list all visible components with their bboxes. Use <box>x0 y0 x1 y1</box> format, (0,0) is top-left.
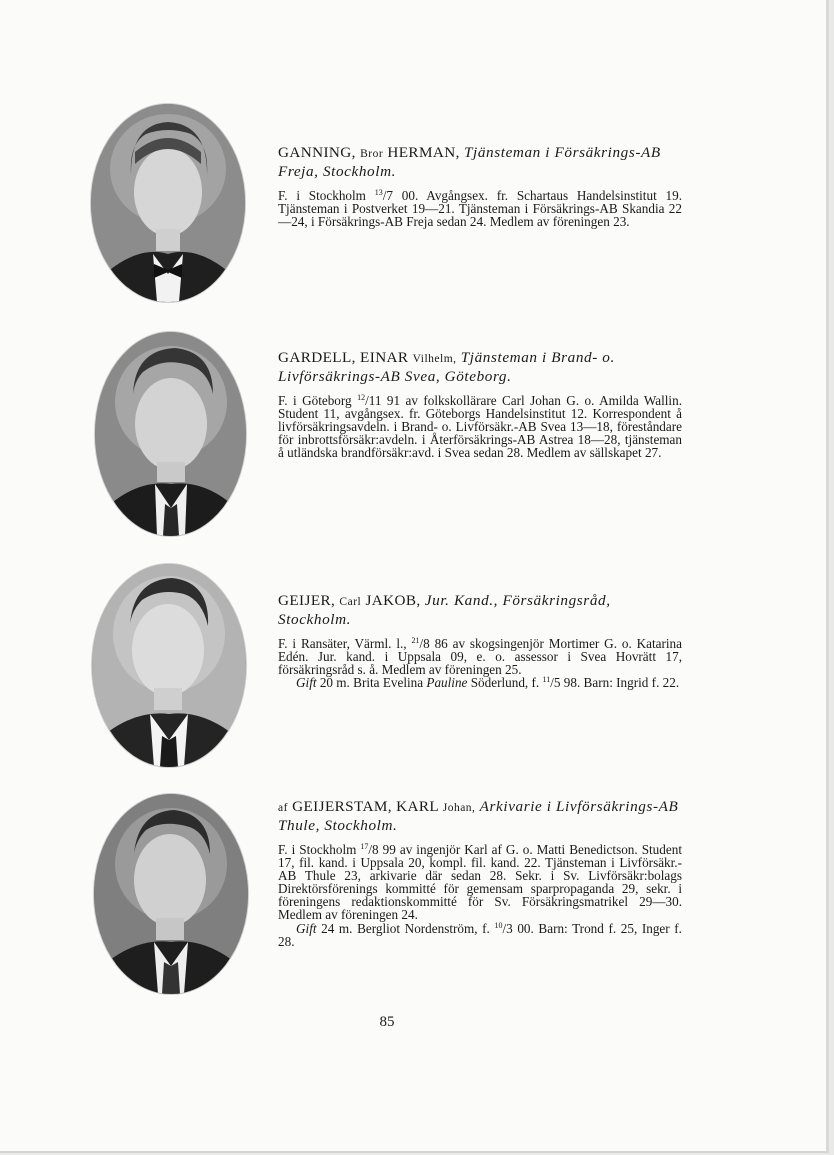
bio-text-rest: /11 91 av folkskollärare Carl Johan G. o. Amilda Wallin. Student 11, avgångsex. fr. Göteborgs Handelsinstitut 12. Korrespondent å livförsäkringsavdeln. i Brand- o. Livförsäkr.-AB Svea 13—18, föreståndare för inbrottsförsäkr:avdeln. i Återförsäkrings-AB Astrea 18—28, tjänsteman å utländska brandförsäkr:avd. i Svea sedan 28. Medlem av sällskapet 27. <box>278 393 682 461</box>
person-photo-icon <box>91 104 245 302</box>
gift-date-sup: 11 <box>542 675 551 685</box>
biography <box>278 394 682 459</box>
given-name-smallcaps: Carl <box>339 596 362 608</box>
entry-af-geijerstam <box>278 798 682 948</box>
biography <box>278 189 682 228</box>
portrait-gardell-photo <box>95 332 246 536</box>
page-number: 85 <box>379 1014 395 1030</box>
given-name: JAKOB, <box>365 592 421 609</box>
portrait-ganning-photo <box>91 104 245 302</box>
entry-heading <box>278 592 682 628</box>
occupation: Tjänsteman i Brand- o. Livförsäkrings-AB Svea, Göteborg. <box>278 349 615 385</box>
marriage-info <box>278 676 682 689</box>
gift-text-rest: /3 00. Barn: Trond f. 25, Inger f. 28. <box>278 920 682 949</box>
marriage-info <box>278 922 682 948</box>
bio-text: F. i Stockholm <box>278 188 375 203</box>
biography <box>278 637 682 676</box>
person-photo-icon <box>95 332 246 536</box>
occupation: Arkivarie i Livförsäkrings-AB Thule, Stockholm. <box>278 798 679 834</box>
entry-ganning <box>278 144 682 228</box>
bio-text: F. i Ransäter, Värml. l., <box>278 636 412 651</box>
surname: GEIJERSTAM, KARL <box>292 798 439 815</box>
bio-date-sup: 13 <box>374 188 383 197</box>
bio-text-rest: /8 86 av skogsingenjör Mortimer G. o. Katarina Edén. Jur. kand. i Uppsala 09, e. o. assessor i Svea Hovrätt 17, försäkringsråd s. å. Medlem av föreningen 25. <box>278 636 682 678</box>
given-name-smallcaps: Vilhelm, <box>412 353 457 365</box>
gift-italic-name: Pauline <box>426 675 468 691</box>
bio-date-sup: 12 <box>357 393 366 402</box>
entry-geijer <box>278 592 682 689</box>
name-prefix: af <box>278 802 288 814</box>
bio-text: F. i Göteborg <box>278 393 358 408</box>
occupation: Jur. Kand., Försäkringsråd, Stockholm. <box>278 592 611 628</box>
given-name-smallcaps: Johan, <box>442 802 476 814</box>
entry-gardell <box>278 349 682 459</box>
bio-text: F. i Stockholm <box>278 842 361 857</box>
person-photo-icon <box>92 564 246 767</box>
bio-date-sup: 17 <box>360 842 369 851</box>
biography <box>278 843 682 922</box>
bio-text-rest: /8 99 av ingenjör Karl af G. o. Matti Benedictson. Student 17, fil. kand. i Uppsala 20, kompl. fil. kand. 22. Tjänsteman i Livförsäkr.-AB Thule 23, arkivarie där sedan 28. Sekr. i Sv. Livförsäkr:bolags Direktörsförenings kommitté för gemensam sparpropaganda 29, sekr. i föreningens redaktionskommitté för Sv. Försäkringsmatrikel 29—30. Medlem av föreningen 24. <box>278 842 682 923</box>
portrait-af-geijerstam-photo <box>94 794 248 994</box>
bio-text-rest: /7 00. Avgångsex. fr. Schartaus Handelsinstitut 19. Tjänsteman i Postverket 19—21. Tjänsteman i Försäkrings-AB Skandia 22—24, i Försäkrings-AB Freja sedan 24. Medlem av föreningen 23. <box>278 188 682 230</box>
entry-heading <box>278 349 682 385</box>
portrait-geijer-photo <box>92 564 246 767</box>
given-name-smallcaps: Bror <box>360 148 384 160</box>
surname: GANNING, <box>278 144 356 161</box>
gift-date-sup: 10 <box>494 920 503 930</box>
person-photo-icon <box>94 794 248 994</box>
gift-text-post: Söderlund, f. <box>467 675 543 691</box>
gift-text: 24 m. Bergliot Nordenström, f. <box>316 920 495 936</box>
gift-text: 20 m. Brita Evelina <box>316 675 427 691</box>
gift-text-rest: /5 98. Barn: Ingrid f. 22. <box>550 675 680 691</box>
gift-label: Gift <box>296 920 317 936</box>
bio-date-sup: 21 <box>411 636 420 645</box>
surname: GARDELL, EINAR <box>278 349 409 366</box>
given-name: HERMAN, <box>387 144 460 161</box>
entry-heading <box>278 798 682 834</box>
occupation: Tjänsteman i Försäkrings-AB Freja, Stockholm. <box>278 144 661 180</box>
surname: GEIJER, <box>278 592 336 609</box>
gift-label: Gift <box>296 675 317 691</box>
entry-heading <box>278 144 682 180</box>
